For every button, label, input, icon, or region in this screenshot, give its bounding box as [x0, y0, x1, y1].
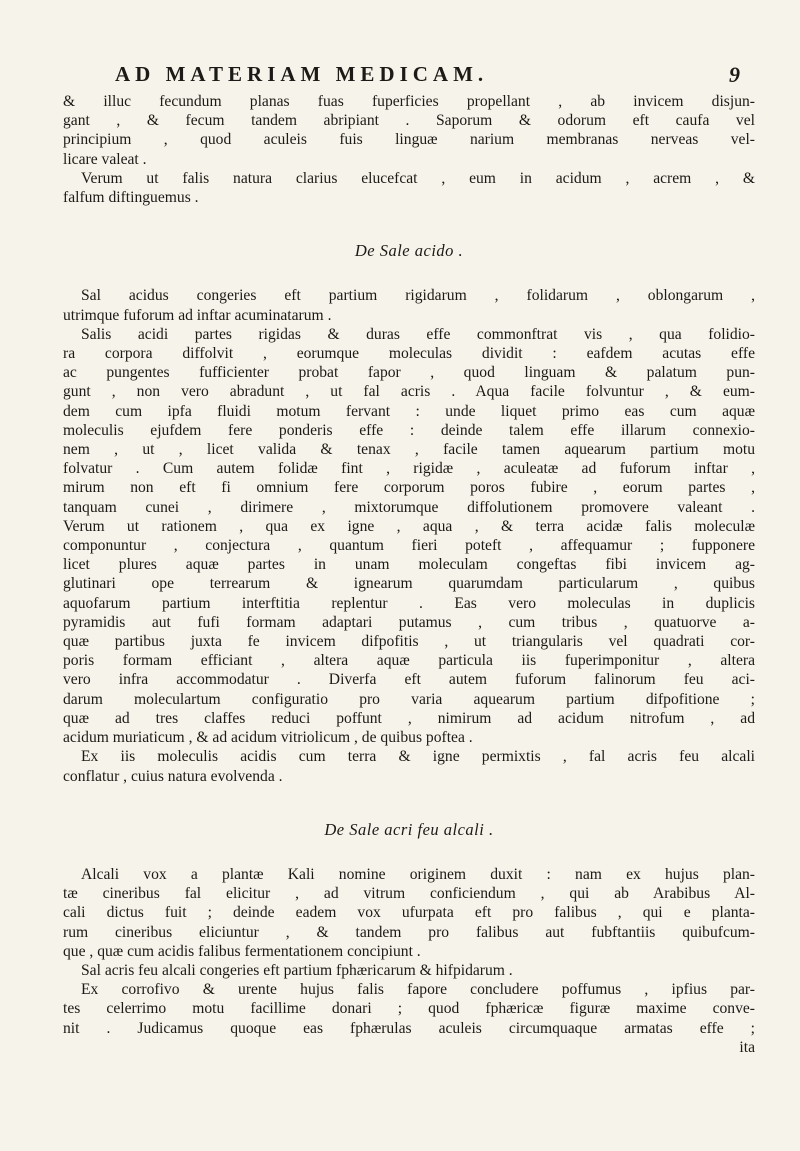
text-line: Sal acidus congeries eft partium rigidarum , folidarum , oblongarum ,	[81, 287, 755, 305]
text-line: cali dictus fuit ; deinde eadem vox ufurpata eft pro falibus , qui e planta-	[63, 904, 755, 922]
text-line: folvatur . Cum autem folidæ fint , rigidæ , aculeatæ ad fuforum inftar ,	[63, 460, 755, 478]
text-line: gunt , non vero abradunt , ut fal acris . Aqua facile folvuntur , & eum-	[63, 383, 755, 401]
text-line: Ex corrofivo & urente hujus falis fapore concludere poffumus , ipfius par-	[81, 981, 755, 999]
paragraph-1	[63, 92, 755, 169]
text-line: quæ partibus juxta fe invicem difpofitis , ut triangularis vel quadrati cor-	[63, 633, 755, 651]
text-line: componuntur , conjectura , quantum fieri poteft , affequamur ; fupponere	[63, 537, 755, 555]
spacer	[63, 207, 755, 241]
text-line: Alcali vox a plantæ Kali nomine originem duxit : nam ex hujus plan-	[81, 865, 755, 883]
text-line: Verum ut rationem , qua ex igne , aqua , & terra acidæ falis moleculæ	[63, 517, 755, 535]
text-line: rum cineribus eliciuntur , & tandem pro falibus aut fubftantiis quibufcum-	[63, 923, 755, 941]
text-line: ra corpora diffolvit , eorumque moleculas dividit : eafdem acutas effe	[63, 345, 755, 363]
text-line: falfum diftinguemus .	[63, 189, 199, 207]
spacer	[63, 839, 755, 865]
running-head: AD MATERIAM MEDICAM.	[115, 62, 489, 86]
text-line: conflatur , cuius natura evolvenda .	[63, 767, 283, 785]
paragraph-4	[63, 865, 755, 1057]
paragraph-3	[63, 286, 755, 785]
text-line: utrimque fuforum ad inftar acuminatarum .	[63, 306, 332, 324]
text-line: principium , quod aculeis fuis linguæ narium membranas nerveas vel-	[63, 131, 755, 149]
text-line: ac pungentes fufficienter probat fapor , quod linguam & palatum pun-	[63, 364, 755, 382]
text-line: vero infra accommodatur . Diverfa eft autem fuforum falinorum feu aci-	[63, 671, 755, 689]
text-line: tæ cineribus fal elicitur , ad vitrum conficiendum , qui ab Arabibus Al-	[63, 885, 755, 903]
text-line: nit . Judicamus quoque eas fphærulas aculeis circumquaque armatas effe ;	[63, 1019, 755, 1037]
text-line: aquofarum partium interftitia replentur . Eas vero moleculas in duplicis	[63, 594, 755, 612]
spacer	[63, 786, 755, 820]
text-line: mirum non eft fi omnium fere corporum poros fubire , eorum partes ,	[63, 479, 755, 497]
text-line: licet plures aquæ partes in unam moleculam congeftas fibi invicem ag-	[63, 556, 755, 574]
section-heading-acido: De Sale acido .	[354, 241, 464, 261]
text-line: Sal acris feu alcali congeries eft partium fphæricarum & hifpidarum .	[81, 961, 513, 979]
body-text	[63, 92, 755, 1057]
text-line: tanquam cunei , dirimere , mixtorumque diffolutionem promovere valeant .	[63, 498, 755, 516]
text-line: Verum ut falis natura clarius elucefcat , eum in acidum , acrem , &	[81, 169, 755, 187]
text-line: que , quæ cum acidis falibus fermentationem concipiunt .	[63, 942, 421, 960]
text-line: dem cum ipfa fluidi motum fervant : unde liquet primo eas cum aquæ	[63, 402, 755, 420]
text-line: acidum muriaticum , & ad acidum vitriolicum , de quibus poftea .	[63, 729, 473, 747]
text-line: poris formam efficiant , altera aquæ particula iis fuperimponitur , altera	[63, 652, 755, 670]
text-line: quæ ad tres claffes reduci poffunt , nimirum ad acidum nitrofum , ad	[63, 709, 755, 727]
text-line: Ex iis moleculis acidis cum terra & igne permixtis , fal acris feu alcali	[81, 748, 755, 766]
page-number: 9	[729, 62, 740, 87]
text-line: & illuc fecundum planas fuas fuperficies propellant , ab invicem disjun-	[63, 93, 755, 110]
text-line: darum moleculartum configuratio pro varia aquearum partium difpofitione ;	[63, 690, 755, 708]
text-line: glutinari ope terrearum & ignearum quarumdam particularum , quibus	[63, 575, 755, 593]
paragraph-2	[63, 169, 755, 207]
text-line: moleculis ejufdem fere ponderis effe : deinde talem effe illarum connexio-	[63, 421, 755, 439]
section-heading-alcali: De Sale acri feu alcali .	[324, 819, 494, 839]
text-line: Salis acidi partes rigidas & duras effe commonftrat vis , qua folidio-	[81, 325, 755, 343]
text-line: licare valeat .	[63, 150, 147, 168]
spacer	[63, 260, 755, 286]
text-line: nem , ut , licet valida & tenax , facile tamen aquearum partium motu	[63, 441, 755, 459]
text-line: gant , & fecum tandem abripiant . Saporum & odorum eft caufa vel	[63, 112, 755, 130]
text-line: tes celerrimo motu facillime donari ; quod fphæricæ figuræ maxime conve-	[63, 1000, 755, 1018]
catchword: ita	[739, 1038, 755, 1056]
text-line: pyramidis aut fufi formam adaptari putamus , cum tribus , quatuorve a-	[63, 613, 755, 631]
